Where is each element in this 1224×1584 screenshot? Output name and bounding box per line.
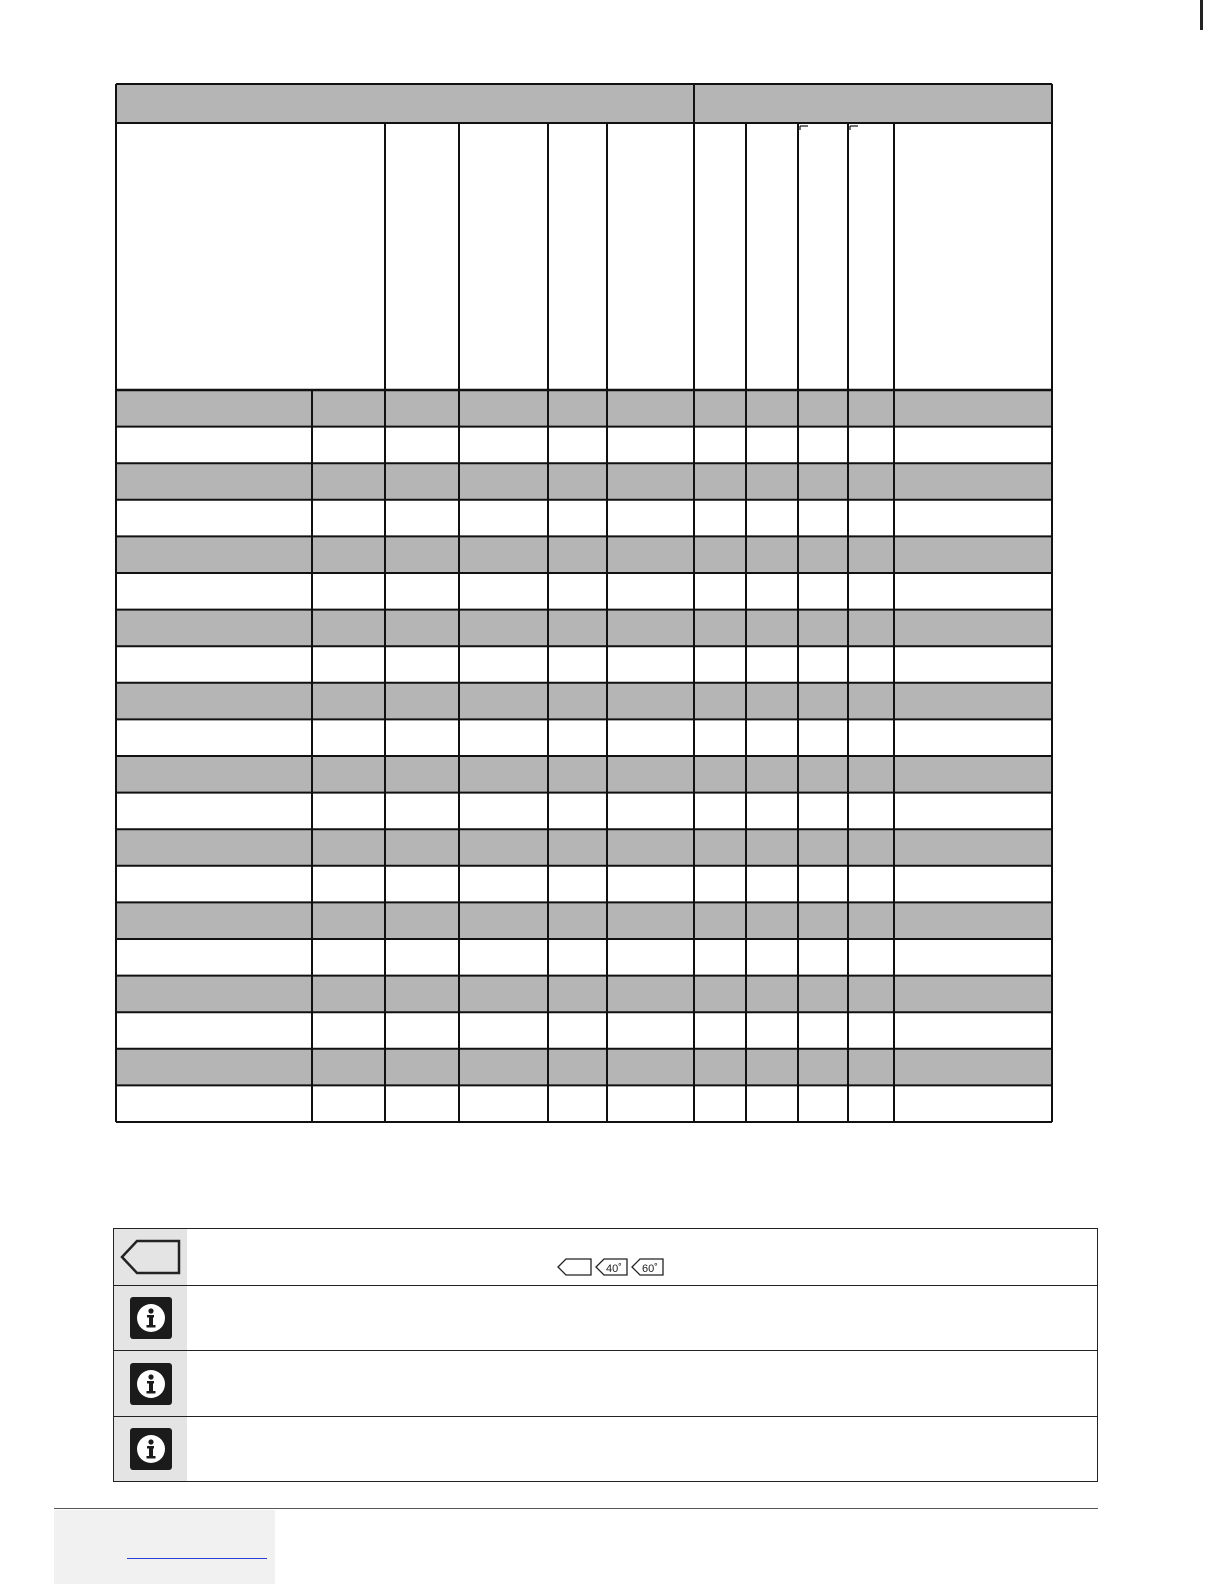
note-row-info-3 (114, 1417, 1097, 1481)
table-row-shaded (116, 463, 1052, 500)
table-header-bar (116, 84, 1052, 123)
table-row-shaded (116, 829, 1052, 866)
note-row-info-1 (114, 1286, 1097, 1351)
note-body (187, 1286, 1097, 1350)
table-row-shaded (116, 976, 1052, 1013)
note-icon-cell (114, 1229, 187, 1285)
notes-panel (113, 1228, 1098, 1482)
temperature-tag-60-icon (631, 1257, 665, 1277)
footer-page-box (54, 1510, 275, 1584)
note-row-info-2 (114, 1351, 1097, 1417)
note-icon-cell (114, 1351, 187, 1416)
temperature-tag-40-label: 40˚ (606, 1263, 622, 1275)
note-row-temperature (114, 1229, 1097, 1286)
footer-rule (54, 1508, 1098, 1509)
note-body (187, 1229, 1097, 1285)
footer-link[interactable] (127, 1558, 267, 1559)
table-row-shaded (116, 683, 1052, 720)
temperature-tag-cold-icon (557, 1257, 593, 1277)
note-icon-cell (114, 1417, 187, 1481)
table-row-shaded (116, 610, 1052, 647)
temperature-tags (557, 1257, 665, 1277)
table-row-shaded (116, 536, 1052, 573)
table-row-shaded (116, 1049, 1052, 1086)
table-row-shaded (116, 390, 1052, 427)
table-row-shaded (116, 756, 1052, 793)
info-icon (130, 1297, 172, 1339)
info-icon (130, 1428, 172, 1470)
info-icon (130, 1363, 172, 1405)
temperature-tag-60-label: 60˚ (642, 1263, 658, 1275)
note-icon-cell (114, 1286, 187, 1350)
temperature-tag-icon (120, 1239, 182, 1275)
note-body (187, 1417, 1097, 1481)
table-row-shaded (116, 902, 1052, 939)
temperature-tag-40-icon (595, 1257, 629, 1277)
note-body (187, 1351, 1097, 1416)
